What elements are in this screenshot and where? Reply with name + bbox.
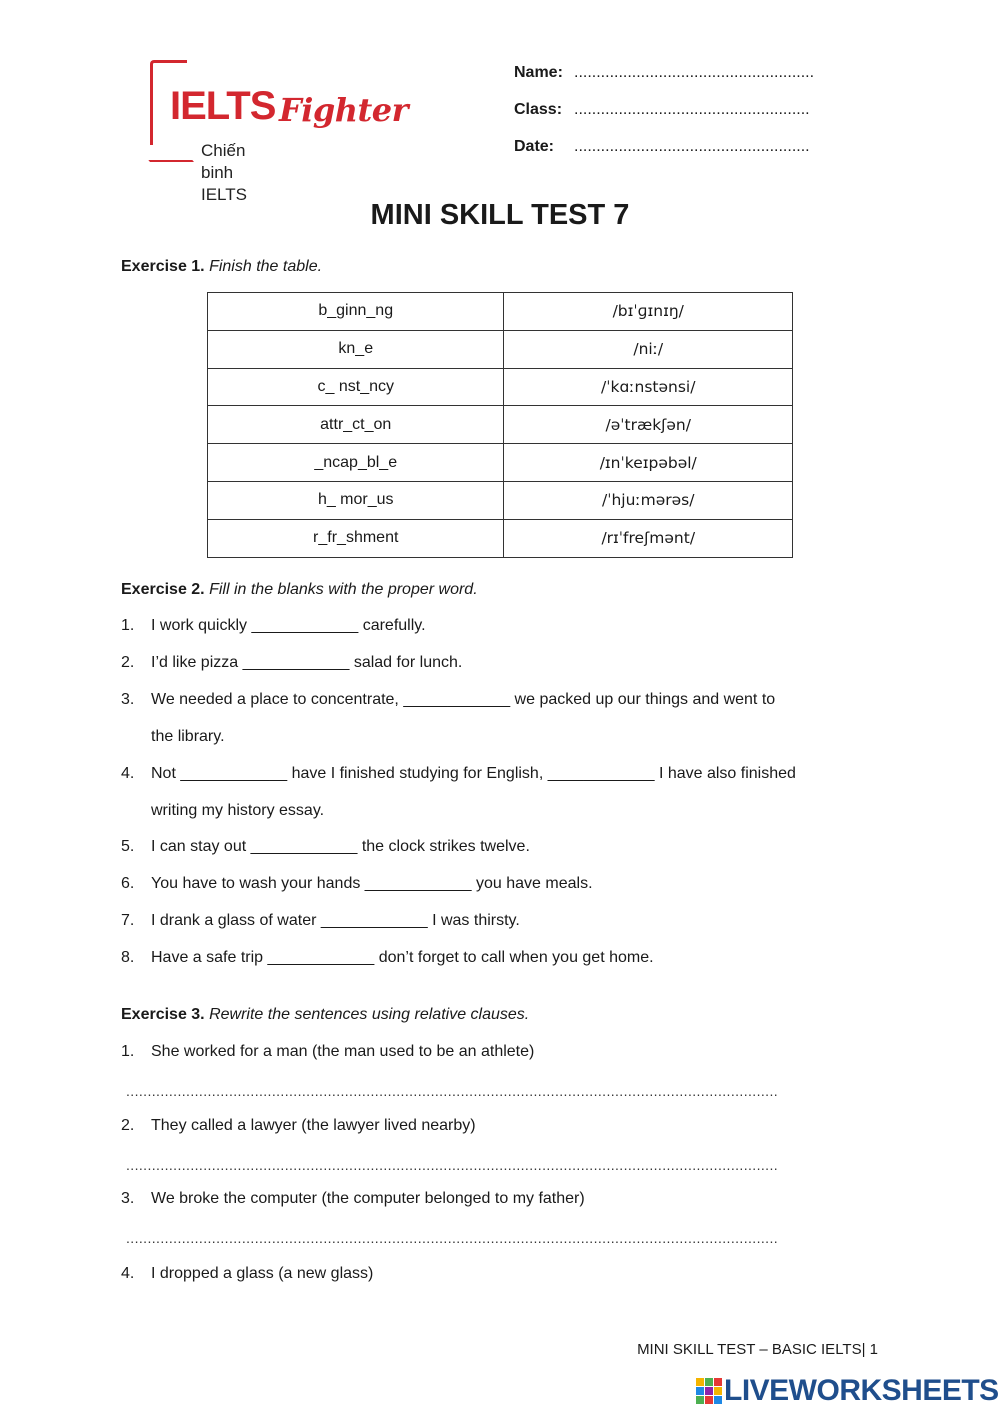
item-number: 2. bbox=[121, 1117, 135, 1134]
name-field[interactable] bbox=[514, 62, 814, 84]
item-number: 4. bbox=[121, 1265, 135, 1282]
exercise-2-item[interactable] bbox=[121, 652, 462, 674]
item-text: Have a safe trip ____________ don’t forget to call when you get home. bbox=[151, 949, 654, 966]
exercise-3-item bbox=[121, 1188, 585, 1210]
exercise-2-item[interactable] bbox=[121, 947, 654, 969]
exercise-1-heading bbox=[121, 256, 322, 278]
word-cell[interactable]: kn_e bbox=[208, 330, 504, 368]
exercise-2-label: Exercise 2. bbox=[121, 581, 205, 598]
item-number: 6. bbox=[121, 875, 135, 892]
item-text-continuation: writing my history essay. bbox=[151, 802, 325, 819]
exercise-2-item[interactable] bbox=[121, 910, 520, 932]
logo-brand: IELTS bbox=[170, 84, 276, 128]
ipa-cell: /əˈtrækʃən/ bbox=[504, 406, 793, 444]
item-text: You have to wash your hands ____________ you have meals. bbox=[151, 875, 593, 892]
item-number: 1. bbox=[121, 1043, 135, 1060]
item-number: 4. bbox=[121, 765, 135, 782]
table-row bbox=[208, 519, 793, 557]
word-cell[interactable]: b_ginn_ng bbox=[208, 293, 504, 331]
item-text-continuation: the library. bbox=[151, 728, 225, 745]
date-value: ..................................................... bbox=[574, 138, 810, 155]
exercise-2-item[interactable] bbox=[121, 873, 593, 895]
exercise-3-instruction: Rewrite the sentences using relative clauses. bbox=[209, 1006, 530, 1023]
ipa-cell: /niː/ bbox=[504, 330, 793, 368]
word-cell[interactable]: _ncap_bl_e bbox=[208, 444, 504, 482]
logo-brand-suffix: Fighter bbox=[279, 91, 409, 129]
item-number: 3. bbox=[121, 1190, 135, 1207]
ipa-cell: /ɪnˈkeɪpəbəl/ bbox=[504, 444, 793, 482]
liveworksheets-logo-icon bbox=[696, 1378, 722, 1404]
exercise-2-item[interactable] bbox=[121, 836, 530, 858]
item-text: Not ____________ have I finished studying for English, ____________ I have also finished bbox=[151, 765, 796, 782]
word-table bbox=[207, 292, 793, 558]
ipa-cell: /rɪˈfreʃmənt/ bbox=[504, 519, 793, 557]
word-cell[interactable]: r_fr_shment bbox=[208, 519, 504, 557]
exercise-2-item[interactable] bbox=[121, 615, 426, 637]
page-title: MINI SKILL TEST 7 bbox=[370, 199, 630, 231]
item-number: 2. bbox=[121, 654, 135, 671]
ipa-cell: /bɪˈɡɪnɪŋ/ bbox=[504, 293, 793, 331]
answer-line[interactable]: ........................................................................................................................................................ bbox=[126, 1083, 779, 1099]
logo-tagline: Chiến binh IELTS bbox=[201, 141, 247, 204]
item-text: I can stay out ____________ the clock strikes twelve. bbox=[151, 838, 530, 855]
table-row bbox=[208, 444, 793, 482]
class-field[interactable] bbox=[514, 99, 810, 121]
word-cell[interactable]: attr_ct_on bbox=[208, 406, 504, 444]
exercise-2-heading bbox=[121, 579, 478, 601]
exercise-3-item bbox=[121, 1263, 373, 1285]
name-value: ...................................................... bbox=[574, 64, 815, 81]
table-row bbox=[208, 368, 793, 406]
item-number: 5. bbox=[121, 838, 135, 855]
table-row bbox=[208, 330, 793, 368]
page-footer: MINI SKILL TEST – BASIC IELTS| 1 bbox=[637, 1341, 878, 1358]
item-text: We broke the computer (the computer belonged to my father) bbox=[151, 1190, 585, 1207]
table-row bbox=[208, 406, 793, 444]
exercise-2-item[interactable] bbox=[121, 763, 796, 785]
item-number: 3. bbox=[121, 691, 135, 708]
word-cell[interactable]: h_ mor_us bbox=[208, 481, 504, 519]
item-text: They called a lawyer (the lawyer lived nearby) bbox=[151, 1117, 476, 1134]
item-text: We needed a place to concentrate, ____________ we packed up our things and went to bbox=[151, 691, 776, 708]
answer-line[interactable]: ........................................................................................................................................................ bbox=[126, 1157, 779, 1173]
word-cell[interactable]: c_ nst_ncy bbox=[208, 368, 504, 406]
item-number: 7. bbox=[121, 912, 135, 929]
exercise-1-instruction: Finish the table. bbox=[209, 258, 323, 275]
item-text: I’d like pizza ____________ salad for lunch. bbox=[151, 654, 463, 671]
answer-line[interactable]: ........................................................................................................................................................ bbox=[126, 1230, 779, 1246]
exercise-3-heading bbox=[121, 1004, 529, 1026]
date-field[interactable] bbox=[514, 136, 810, 158]
class-value: ..................................................... bbox=[574, 101, 810, 118]
class-label: Class: bbox=[514, 101, 563, 118]
exercise-2-item[interactable] bbox=[121, 689, 775, 711]
ipa-cell: /ˈhjuːmərəs/ bbox=[504, 481, 793, 519]
item-text: I work quickly ____________ carefully. bbox=[151, 617, 426, 634]
ipa-cell: /ˈkɑːnstənsi/ bbox=[504, 368, 793, 406]
exercise-1-label: Exercise 1. bbox=[121, 258, 205, 275]
date-label: Date: bbox=[514, 138, 555, 155]
item-number: 8. bbox=[121, 949, 135, 966]
table-row bbox=[208, 293, 793, 331]
liveworksheets-watermark: LIVEWORKSHEETS bbox=[724, 1374, 999, 1407]
item-text: I dropped a glass (a new glass) bbox=[151, 1265, 374, 1282]
exercise-3-item bbox=[121, 1041, 534, 1063]
exercise-3-item bbox=[121, 1115, 476, 1137]
exercise-2-instruction: Fill in the blanks with the proper word. bbox=[209, 581, 478, 598]
exercise-3-label: Exercise 3. bbox=[121, 1006, 205, 1023]
item-text: She worked for a man (the man used to be an athlete) bbox=[151, 1043, 535, 1060]
item-text: I drank a glass of water ____________ I was thirsty. bbox=[151, 912, 520, 929]
item-number: 1. bbox=[121, 617, 135, 634]
table-row bbox=[208, 481, 793, 519]
name-label: Name: bbox=[514, 64, 563, 81]
